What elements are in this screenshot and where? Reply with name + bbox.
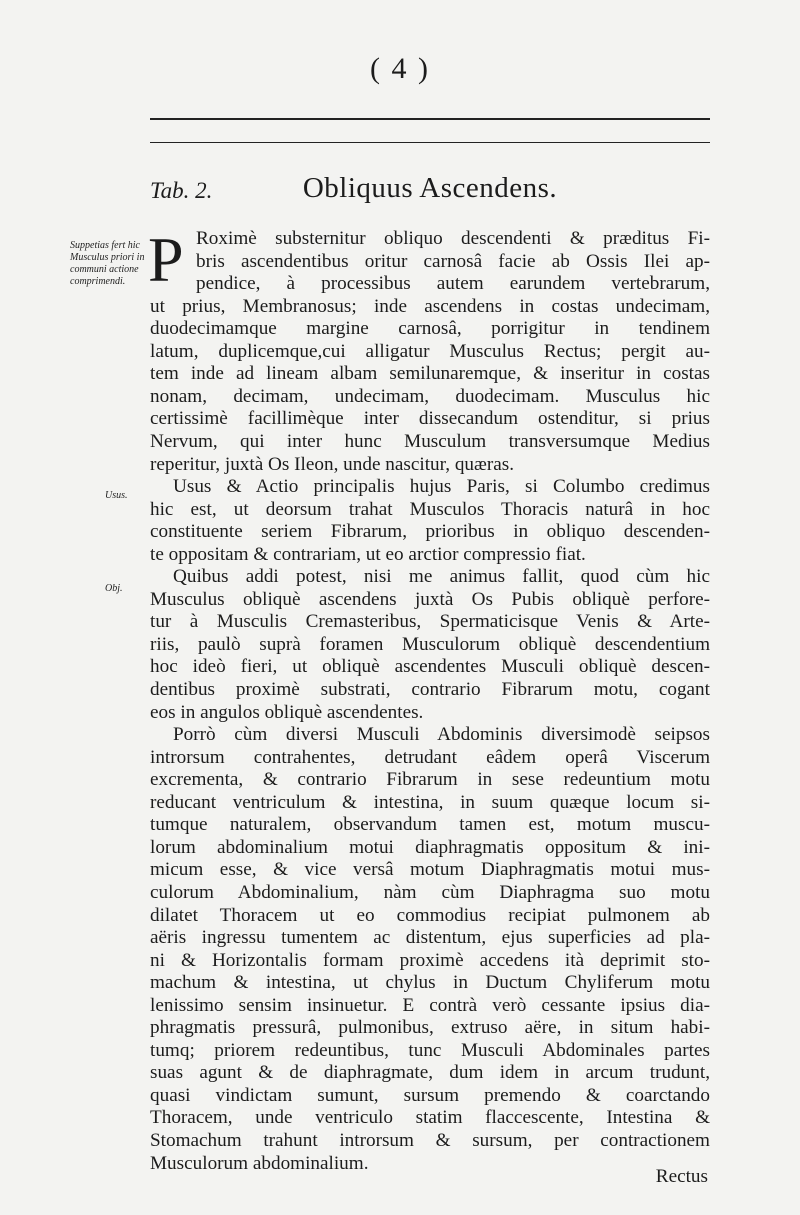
text-line: dentibus proximè substrati, contrario Fibrarum motu, cogant — [150, 679, 710, 700]
text-line: constituente seriem Fibrarum, prioribus in obliquo descenden- — [150, 521, 710, 543]
text-line: Stomachum trahunt introrsum & sursum, per contractionem — [150, 1130, 710, 1151]
text-line: riis, paulò suprà foramen Musculorum obliquè descendentium — [150, 633, 710, 655]
text-line: micum esse, & vice versâ motum Diaphragmatis motui mus- — [150, 859, 710, 881]
section-heading — [150, 172, 710, 212]
header-rule-thin — [150, 142, 710, 143]
text-line: excrementa, & contrario Fibrarum in sese redeuntium motu — [150, 769, 710, 791]
margin-note: Suppetias fert hic Musculus priori in communi actione comprimendi. — [70, 240, 145, 287]
text-line: Musculus obliquè ascendens juxtà Os Pubis obliquè perfore- — [150, 588, 710, 610]
plate-reference: Tab. 2. — [150, 178, 213, 203]
page-number: ( 4 ) — [370, 52, 430, 85]
text-line: te oppositam & contrariam, ut eo arctior compressio fiat. — [150, 543, 586, 565]
text-line: lorum abdominalium motui diaphragmatis oppositum & ini- — [150, 836, 710, 858]
margin-note: Usus. — [105, 490, 128, 501]
text-line: bris ascendentibus oritur carnosâ facie ab Ossis Ilei ap- — [196, 250, 710, 272]
text-line: pendice, à processibus autem earundem vertebrarum, — [196, 273, 710, 295]
margin-note: Obj. — [105, 583, 123, 594]
section-title: Obliquus Ascendens. — [302, 172, 558, 204]
text-line: reducant ventriculum & intestina, in suum quæque locum si- — [150, 791, 710, 813]
text-line: tumque naturalem, observandum tamen est, motum muscu- — [150, 814, 710, 836]
text-line: phragmatis pressurâ, pulmonibus, extruso aëre, in situm habi- — [150, 1017, 710, 1039]
text-line: certissimè facillimèque inter dissecandum ostenditur, si prius — [150, 408, 710, 430]
text-line: nonam, decimam, undecimam, duodecimam. Musculus hic — [150, 385, 710, 407]
text-line: duodecimamque margine carnosâ, porrigitur in tendinem — [150, 318, 710, 340]
text-line: Musculorum abdominalium. — [150, 1152, 369, 1174]
text-line: Quibus addi potest, nisi me animus fallit, quod cùm hic — [173, 566, 710, 588]
text-line: suas agunt & de diaphragmate, dum idem in arcum trudunt, — [150, 1062, 710, 1084]
text-line: hoc ideò fieri, ut obliquè ascendentes Musculi obliquè descen- — [150, 656, 710, 678]
text-line: ut prius, Membranosus; inde ascendens in costas undecimam, — [150, 295, 710, 317]
text-line: Porrò cùm diversi Musculi Abdominis diversimodè seipsos — [173, 724, 710, 746]
text-line: culorum Abdominalium, nàm cùm Diaphragma suo motu — [150, 881, 710, 903]
text-line: ni & Horizontalis formam proximè accedens ità deprimit sto- — [150, 949, 710, 971]
text-line: Nervum, qui inter hunc Musculum transversumque Medius — [150, 430, 710, 452]
catchword: Rectus — [655, 1166, 708, 1187]
text-line: quasi vindictam sumunt, sursum premendo & coarctando — [150, 1084, 710, 1106]
text-line: Thoracem, unde ventriculo statim flaccescente, Intestina & — [150, 1107, 710, 1129]
text-line: latum, duplicemque,cui alligatur Musculus Rectus; pergit au- — [150, 340, 710, 362]
text-line: tem inde ad lineam albam semilunaremque, & inseritur in costas — [150, 363, 710, 385]
text-line: dilatet Thoracem ut eo commodius recipiat pulmonem ab — [150, 904, 710, 926]
text-line: eos in angulos obliquè ascendentes. — [150, 701, 424, 723]
text-line: introrsum contrahentes, detrudant eâdem operâ Viscerum — [150, 746, 710, 768]
text-line: Usus & Actio principalis hujus Paris, si Columbo credimus — [173, 476, 710, 498]
text-line: machum & intestina, ut chylus in Ductum Chyliferum motu — [150, 972, 710, 994]
text-line: hic est, ut deorsum trahat Musculos Thoracis naturâ in hoc — [150, 498, 710, 520]
text-line: tumq; priorem redeuntibus, tunc Musculi Abdominales partes — [150, 1039, 710, 1061]
text-line: lenissimo sensim insinuetur. E contrà verò cessante ipsius dia- — [150, 994, 710, 1016]
text-line: tur à Musculis Cremasteribus, Spermaticisque Venis & Arte- — [150, 611, 710, 633]
drop-capital: P — [148, 224, 184, 295]
text-line: reperitur, juxtà Os Ileon, unde nascitur, quæras. — [150, 453, 514, 475]
text-line: aëris ingressu tumentem ac distentum, ejus superficies ad pla- — [150, 927, 710, 949]
text-line: Roximè substernitur obliquo descendenti & præditus Fi- — [196, 228, 710, 249]
header-rule-thick — [150, 118, 710, 120]
